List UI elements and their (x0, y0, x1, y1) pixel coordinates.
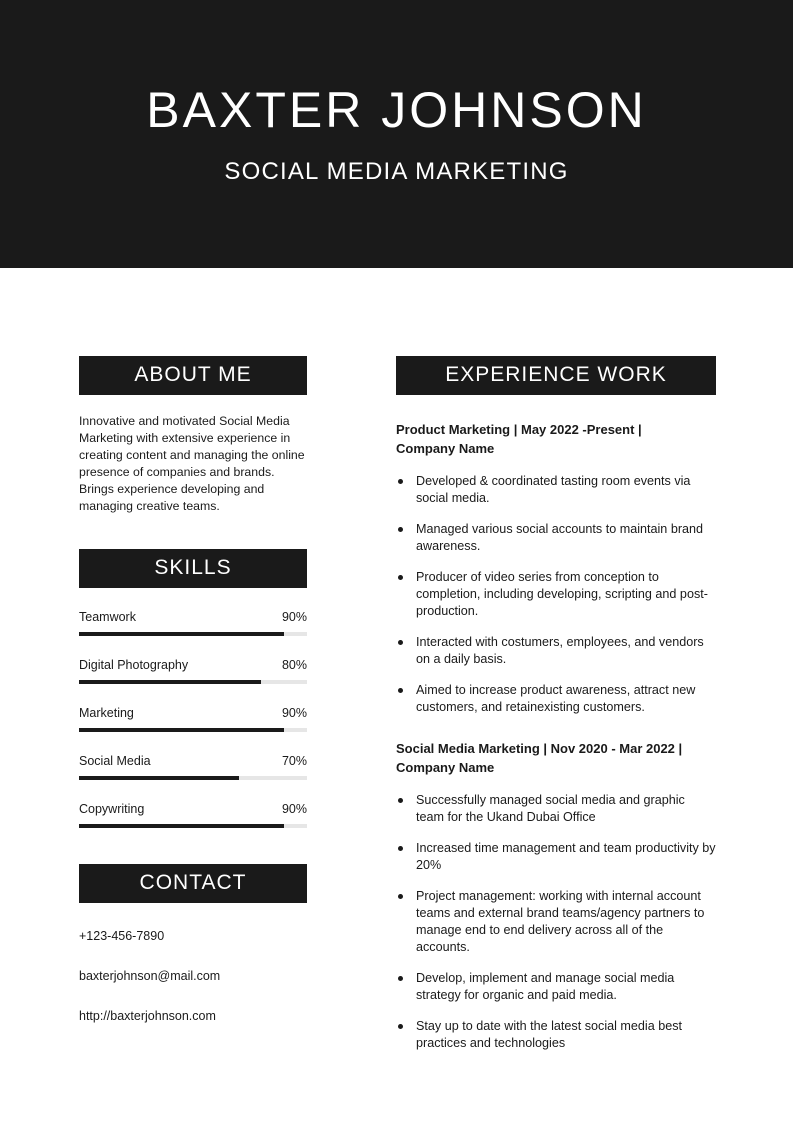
skill-bar-fill (79, 824, 284, 828)
job-bullet: Producer of video series from conception to completion, including developing, scripting and post-production. (396, 569, 716, 620)
experience-section-title: EXPERIENCE WORK (396, 356, 716, 395)
contact-phone: +123-456-7890 (79, 929, 165, 944)
skill-item (79, 802, 307, 828)
skill-label: Digital Photography (79, 658, 189, 673)
about-text: Innovative and motivated Social Media Marketing with extensive experience in creating content and managing the online presence of companies and brands. Brings experience developing and managing creative teams. (79, 414, 305, 513)
experience-job (396, 421, 716, 716)
job-bullet: Interacted with costumers, employees, and vendors on a daily basis. (396, 634, 716, 668)
skill-value: 90% (281, 610, 307, 625)
job-bullet: Successfully managed social media and graphic team for the Ukand Dubai Office (396, 792, 716, 826)
job-bullet: Managed various social accounts to maintain brand awareness. (396, 521, 716, 555)
contact-section (79, 864, 307, 1023)
skill-item (79, 610, 307, 636)
skill-value: 70% (281, 754, 307, 769)
job-bullet: Aimed to increase product awareness, attract new customers, and retainexisting customers. (396, 682, 716, 716)
skills-section (79, 549, 307, 828)
skill-value: 90% (281, 706, 307, 721)
skills-section-title: SKILLS (79, 549, 307, 588)
skill-bar-fill (79, 680, 261, 684)
candidate-role: SOCIAL MEDIA MARKETING (224, 157, 569, 185)
skill-bar-fill (79, 776, 239, 780)
skill-bar-track (79, 680, 307, 684)
skill-label: Marketing (79, 706, 134, 721)
skill-value: 80% (281, 658, 307, 673)
about-section-title: ABOUT ME (79, 356, 307, 395)
candidate-name: BAXTER JOHNSON (146, 81, 647, 138)
skill-bar-track (79, 824, 307, 828)
left-column (79, 356, 307, 1023)
job-bullet: Develop, implement and manage social media strategy for organic and paid media. (396, 970, 716, 1004)
job-bullets (396, 473, 716, 716)
skill-item (79, 658, 307, 684)
skill-item (79, 706, 307, 732)
skill-bar-track (79, 728, 307, 732)
skill-item (79, 754, 307, 780)
job-bullets (396, 792, 716, 1052)
experience-job (396, 740, 716, 1052)
skill-bar-track (79, 776, 307, 780)
job-bullet: Stay up to date with the latest social media best practices and technologies (396, 1018, 716, 1052)
job-heading: Product Marketing | May 2022 -Present | Company Name (396, 422, 642, 456)
contact-email[interactable]: baxterjohnson@mail.com (79, 969, 221, 984)
job-bullet: Project management: working with internal account teams and external brand teams/agency partners to manage end to end delivery across all of the accounts. (396, 888, 716, 956)
skill-value: 90% (281, 802, 307, 817)
contact-website[interactable]: http://baxterjohnson.com (79, 1009, 216, 1024)
skill-label: Copywriting (79, 802, 145, 817)
skill-bar-fill (79, 632, 284, 636)
skill-bar-track (79, 632, 307, 636)
header-banner (0, 0, 793, 268)
skill-bar-fill (79, 728, 284, 732)
job-bullet: Increased time management and team productivity by 20% (396, 840, 716, 874)
skill-label: Teamwork (79, 610, 136, 625)
job-heading: Social Media Marketing | Nov 2020 - Mar 2022 | Company Name (396, 740, 683, 775)
skill-label: Social Media (79, 754, 151, 769)
job-bullet: Developed & coordinated tasting room events via social media. (396, 473, 716, 507)
right-column (396, 356, 716, 1066)
contact-section-title: CONTACT (79, 864, 307, 903)
